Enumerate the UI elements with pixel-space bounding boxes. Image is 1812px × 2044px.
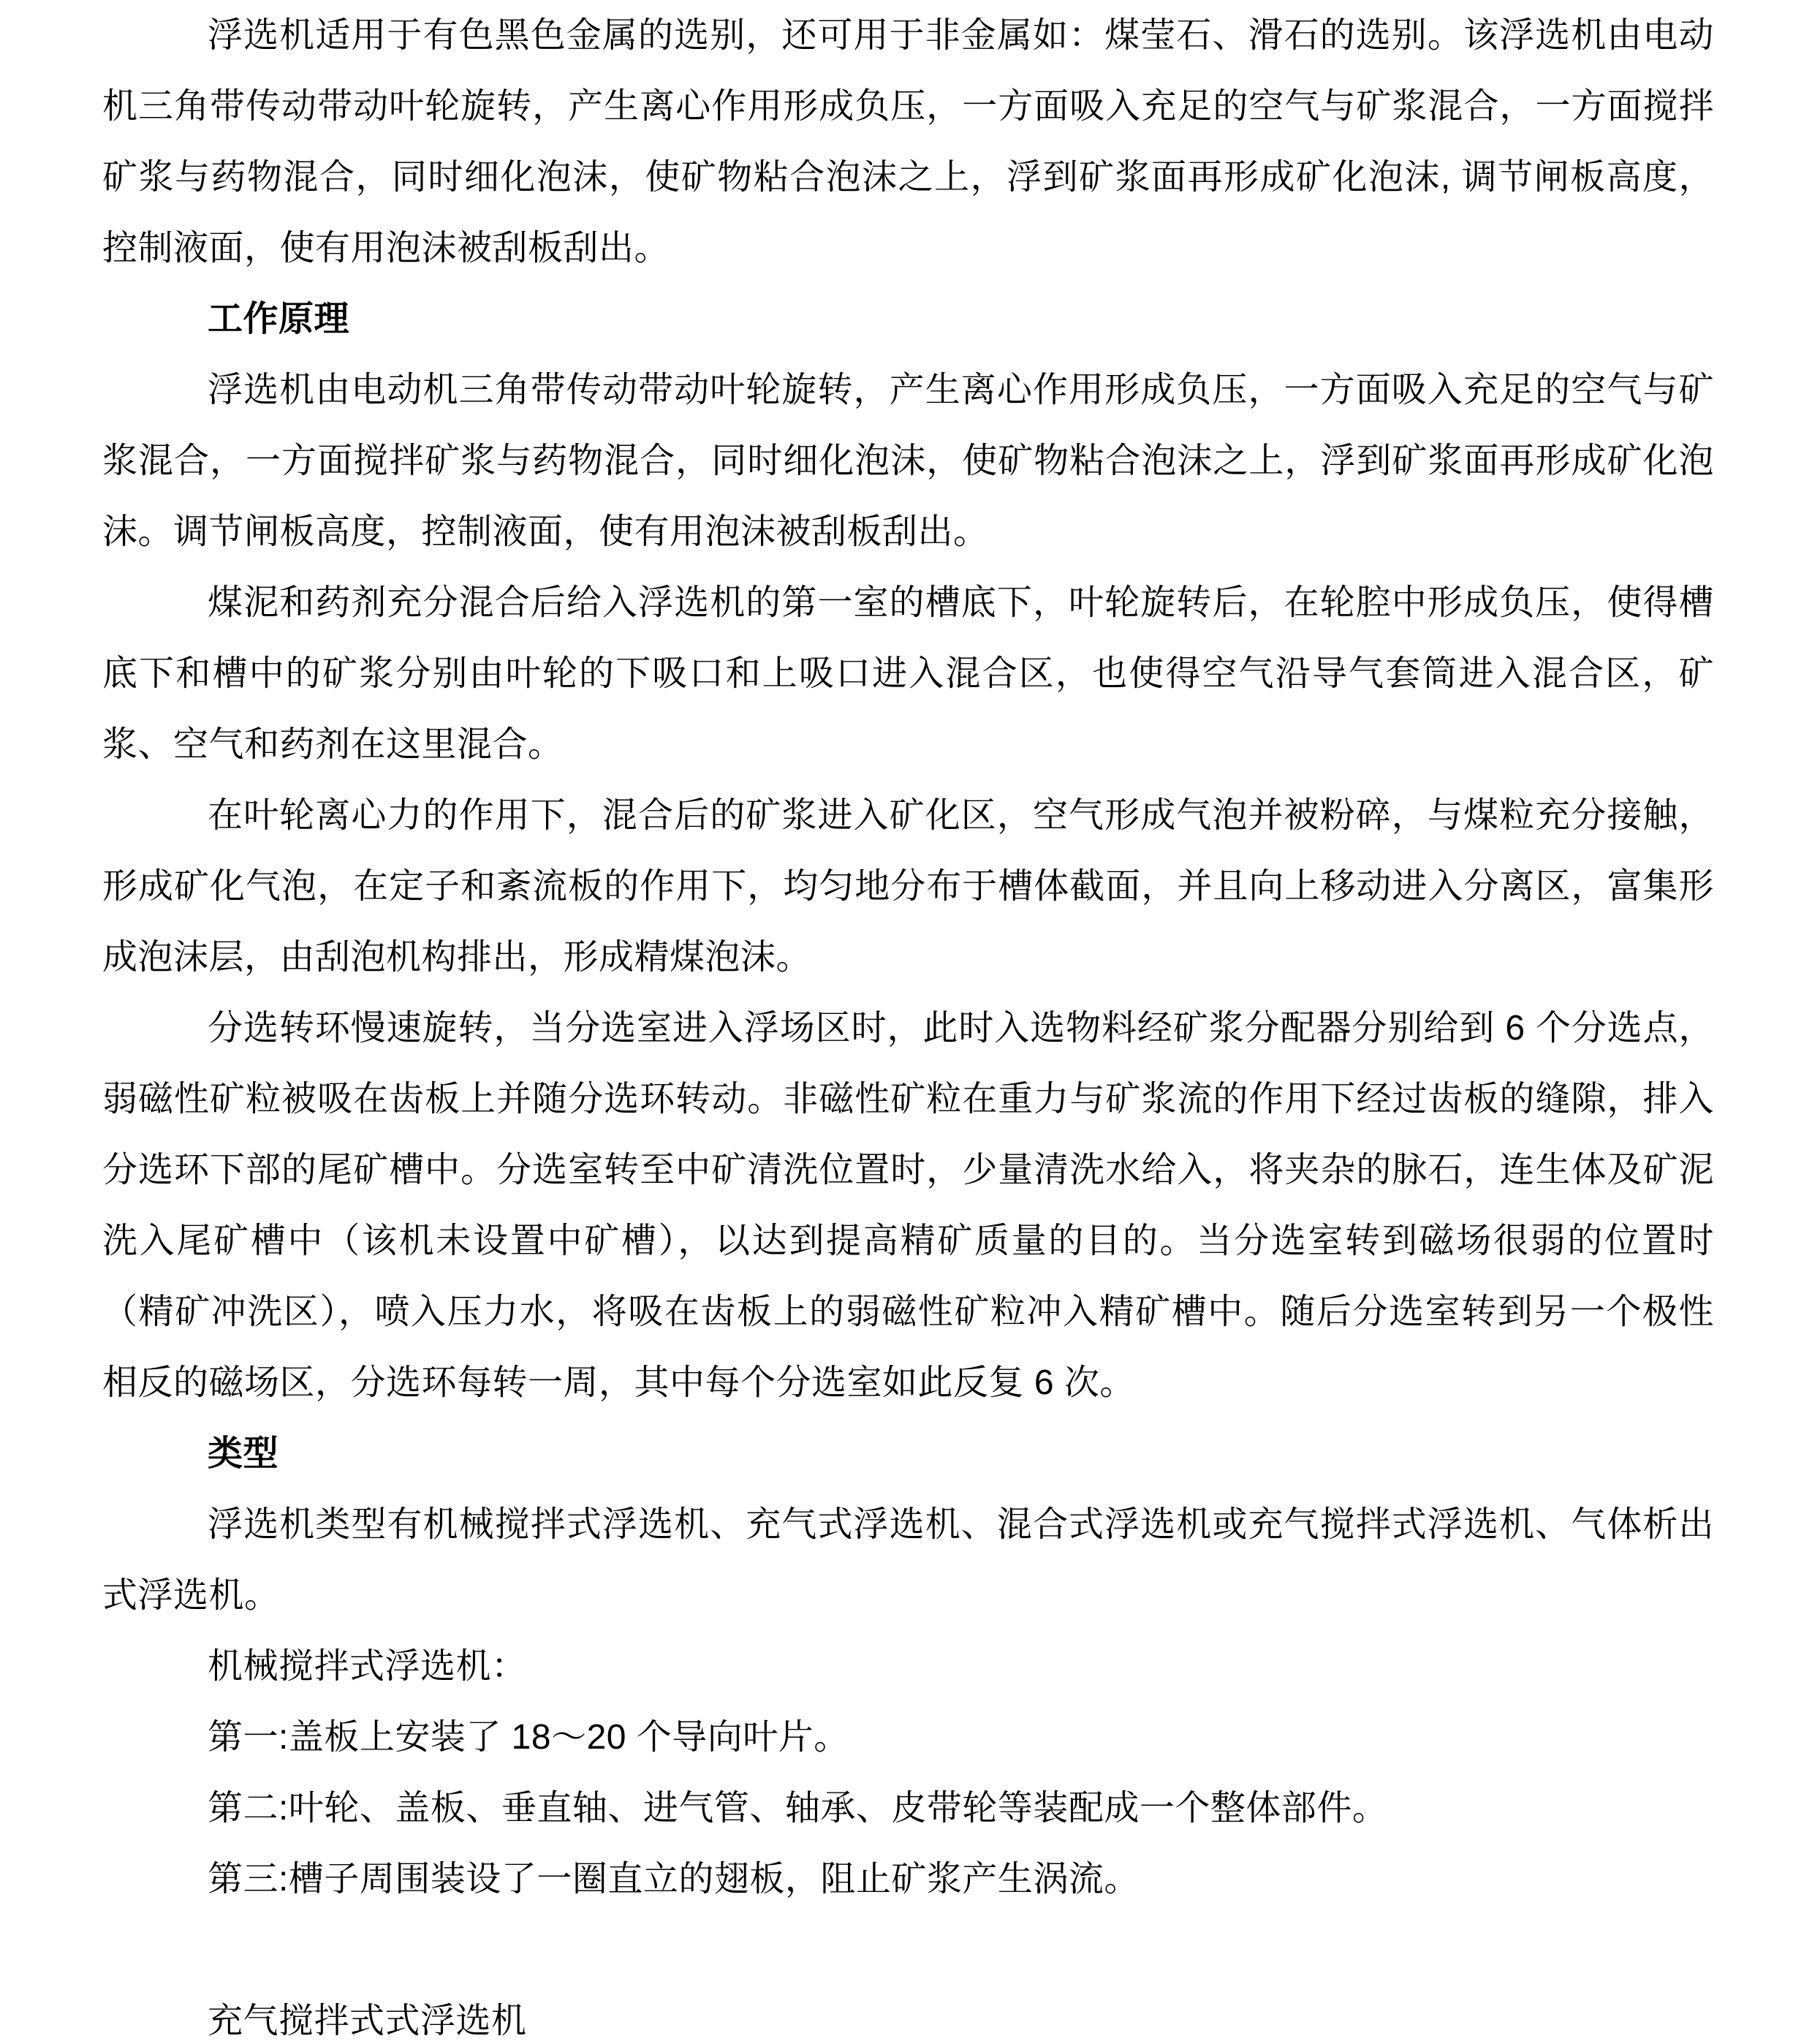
line-aerated-agitation-title: 充气搅拌式式浮选机 <box>208 2002 527 2040</box>
paragraph-slurry-feed: 煤泥和药剂充分混合后给入浮选机的第一室的槽底下，叶轮旋转后，在轮腔中形成负压，使得槽底下和槽中的矿浆分别由叶轮的下吸口和上吸口进入混合区，也使得空气沿导气套筒进入混合区，矿浆、空气和药剂在这里混合。 <box>102 583 1714 764</box>
heading-types: 类型 <box>208 1434 279 1473</box>
paragraph-mineralization: 在叶轮离心力的作用下，混合后的矿浆进入矿化区，空气形成气泡并被粉碎，与煤粒充分接触，形成矿化气泡，在定子和紊流板的作用下，均匀地分布于槽体截面，并且向上移动进入分离区，富集形成泡沫层，由刮泡机构排出，形成精煤泡沫。 <box>102 796 1714 977</box>
line-feature-third: 第三:槽子周围装设了一圈直立的翅板，阻止矿浆产生涡流。 <box>208 1860 1140 1899</box>
paragraph-sorting-ring: 分选转环慢速旋转，当分选室进入浮场区时，此时入选物料经矿浆分配器分别给到 6 个分选点，弱磁性矿粒被吸在齿板上并随分选环转动。非磁性矿粒在重力与矿浆流的作用下经过齿板的缝隙，排入分选环下部的尾矿槽中。分选室转至中矿清洗位置时，少量清洗水给入，将夹杂的脉石，连生体及矿泥洗入尾矿槽中（该机未设置中矿槽），以达到提高精矿质量的目的。当分选室转到磁场很弱的位置时（精矿冲洗区），喷入压力水，将吸在齿板上的弱磁性矿粒冲入精矿槽中。随后分选室转到另一个极性相反的磁场区，分选环每转一周，其中每个分选室如此反复 6 次。 <box>102 1009 1714 1402</box>
heading-working-principle: 工作原理 <box>208 300 350 338</box>
line-feature-first: 第一:盖板上安装了 18～20 个导向叶片。 <box>208 1718 849 1757</box>
line-mechanical-agitation-title: 机械搅拌式浮选机： <box>208 1647 527 1686</box>
paragraph-overview: 浮选机适用于有色黑色金属的选别，还可用于非金属如：煤莹石、滑石的选别。该浮选机由电动机三角带传动带动叶轮旋转，产生离心作用形成负压，一方面吸入充足的空气与矿浆混合，一方面搅拌矿浆与药物混合，同时细化泡沫，使矿物粘合泡沫之上，浮到矿浆面再形成矿化泡沫, 调节闸板高度，控制液面，使有用泡沫被刮板刮出。 <box>102 16 1714 268</box>
line-feature-second: 第二:叶轮、盖板、垂直轴、进气管、轴承、皮带轮等装配成一个整体部件。 <box>208 1789 1388 1828</box>
paragraph-working-principle: 浮选机由电动机三角带传动带动叶轮旋转，产生离心作用形成负压，一方面吸入充足的空气与矿浆混合，一方面搅拌矿浆与药物混合，同时细化泡沫，使矿物粘合泡沫之上，浮到矿浆面再形成矿化泡沫。调节闸板高度，控制液面，使有用泡沫被刮板刮出。 <box>102 371 1714 551</box>
paragraph-type-list: 浮选机类型有机械搅拌式浮选机、充气式浮选机、混合式浮选机或充气搅拌式浮选机、气体析出式浮选机。 <box>102 1505 1714 1615</box>
